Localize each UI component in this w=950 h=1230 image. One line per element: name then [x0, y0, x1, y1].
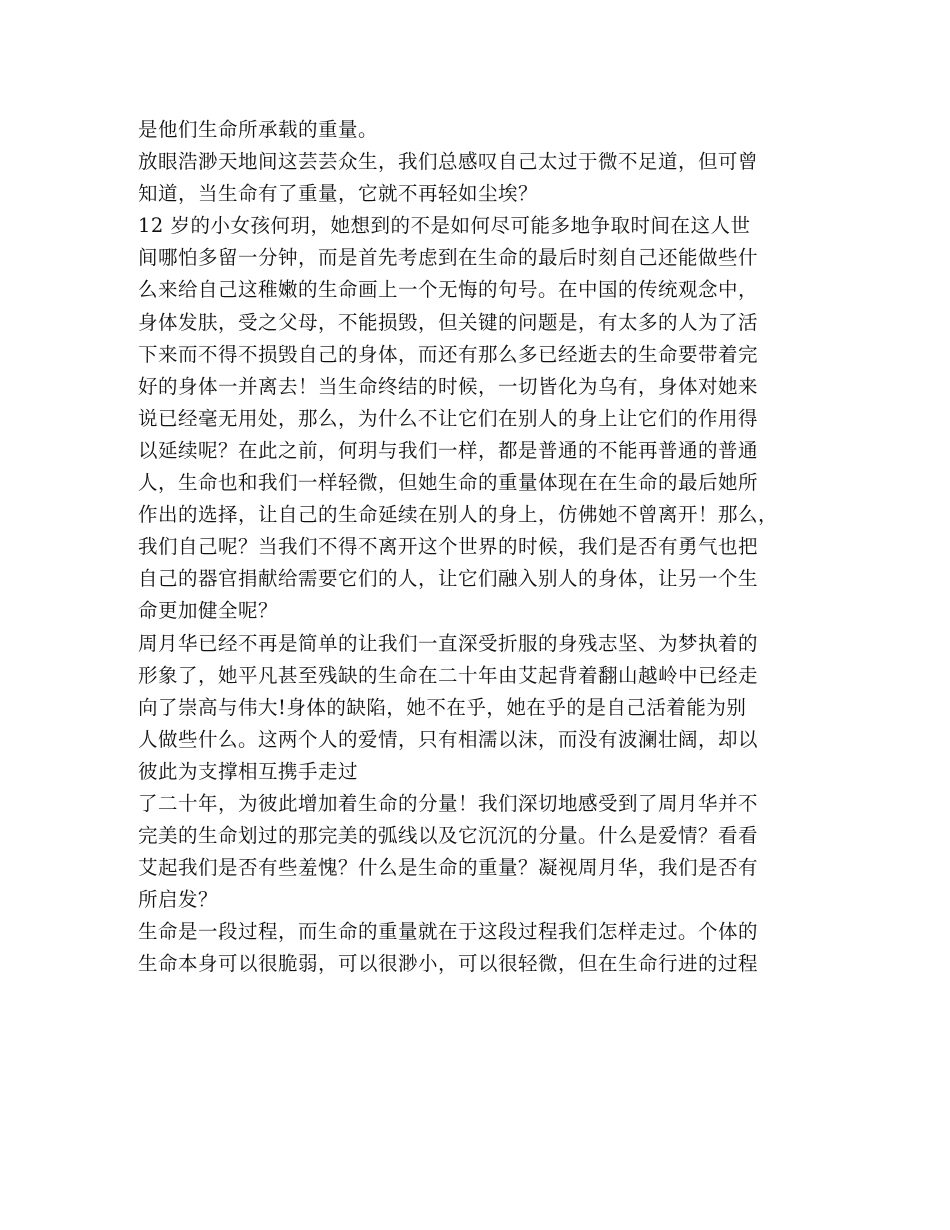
text-line: 形象了，她平凡甚至残缺的生命在二十年由艾起背着翻山越岭中已经走 [138, 663, 759, 687]
text-line: 生命是一段过程，而生命的重量就在于这段过程我们怎样走过。个体的 [138, 920, 759, 944]
text-line: 完美的生命划过的那完美的弧线以及它沉沉的分量。什么是爱情？看看 [138, 824, 759, 848]
text-line: 作出的选择，让自己的生命延续在别人的身上，仿佛她不曾离开！那么， [138, 503, 779, 527]
text-line: 间哪怕多留一分钟，而是首先考虑到在生命的最后时刻自己还能做些什 [138, 246, 759, 270]
text-line: 知道，当生命有了重量，它就不再轻如尘埃？ [138, 182, 539, 206]
text-line: 周月华已经不再是简单的让我们一直深受折服的身残志坚、为梦执着的 [138, 631, 759, 655]
text-line: 放眼浩渺天地间这芸芸众生，我们总感叹自己太过于微不足道，但可曾 [138, 150, 759, 174]
essay-body [138, 114, 838, 981]
text-line: 是他们生命所承载的重量。 [138, 118, 379, 141]
text-line: 彼此为支撑相互携手走过 [138, 759, 359, 783]
text-line: 么来给自己这稚嫩的生命画上一个无悔的句号。在中国的传统观念中， [138, 278, 759, 302]
text-line: 生命本身可以很脆弱，可以很渺小，可以很轻微，但在生命行进的过程 [138, 952, 759, 976]
text-line: 自己的器官捐献给需要它们的人，让它们融入别人的身体，让另一个生 [138, 567, 759, 591]
text-line: 12 岁的小女孩何玥，她想到的不是如何尽可能多地争取时间在这人世 [138, 214, 751, 238]
text-line: 以延续呢？在此之前，何玥与我们一样，都是普通的不能再普通的普通 [138, 438, 759, 462]
text-line: 下来而不得不损毁自己的身体，而还有那么多已经逝去的生命要带着完 [138, 342, 759, 366]
text-line: 我们自己呢？当我们不得不离开这个世界的时候，我们是否有勇气也把 [138, 535, 759, 559]
text-line: 说已经毫无用处，那么，为什么不让它们在别人的身上让它们的作用得 [138, 406, 759, 430]
text-line: 所启发？ [138, 888, 219, 912]
text-line: 人做些什么。这两个人的爱情，只有相濡以沫，而没有波澜壮阔，却以 [138, 727, 759, 751]
text-line: 命更加健全呢？ [138, 599, 279, 623]
text-line: 身体发肤，受之父母，不能损毁，但关键的问题是，有太多的人为了活 [138, 310, 759, 334]
text-line: 艾起我们是否有些羞愧？什么是生命的重量？凝视周月华，我们是否有 [138, 856, 759, 880]
text-line: 好的身体一并离去！当生命终结的时候，一切皆化为乌有，身体对她来 [138, 374, 759, 398]
text-line: 了二十年，为彼此增加着生命的分量！我们深切地感受到了周月华并不 [138, 791, 759, 815]
text-line: 人，生命也和我们一样轻微，但她生命的重量体现在在生命的最后她所 [138, 471, 759, 495]
text-line: 向了崇高与伟大!身体的缺陷，她不在乎，她在乎的是自己活着能为别 [138, 695, 747, 719]
